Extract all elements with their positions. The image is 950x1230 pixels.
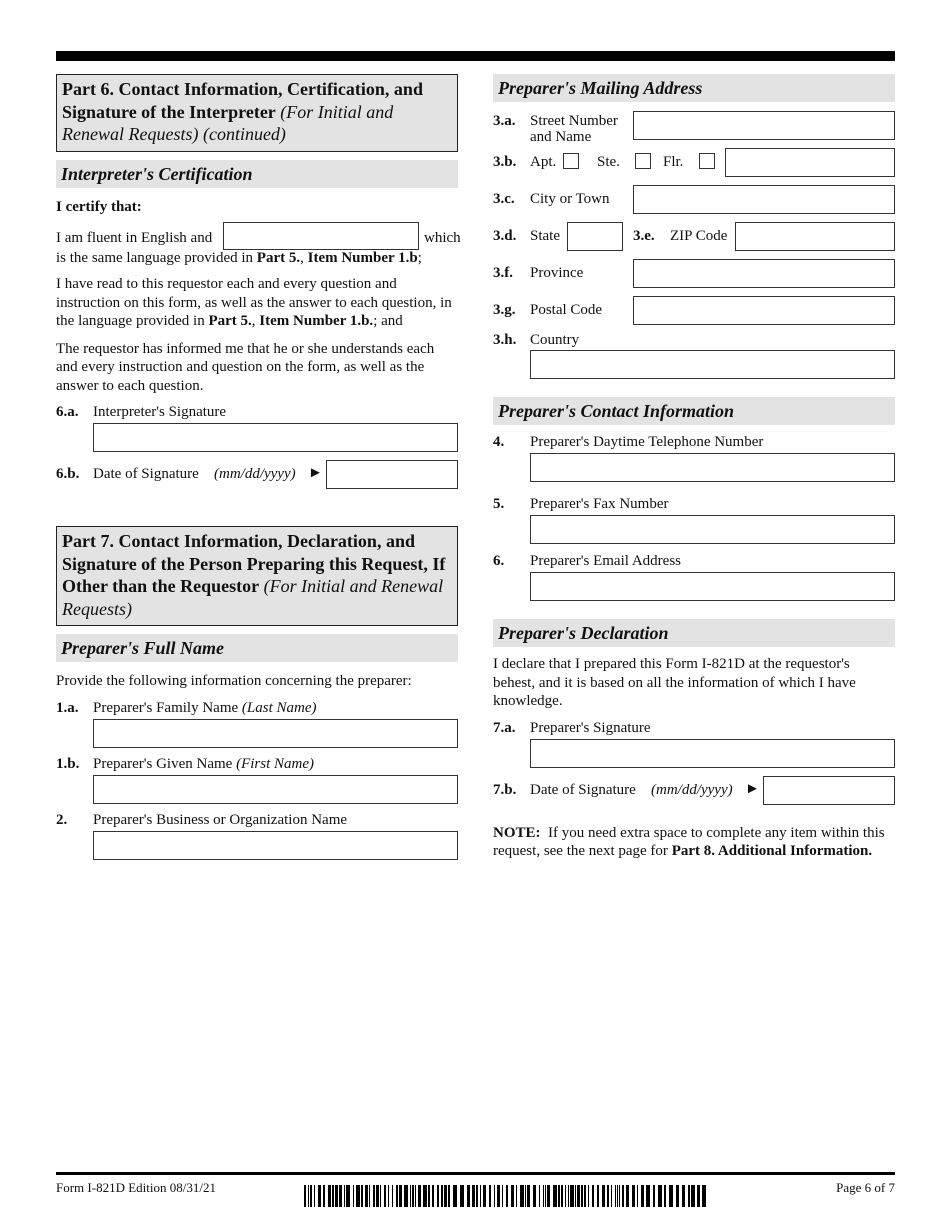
part7-title: Part 7. Contact Information, Declaration, and Signature of the Person Preparing this Request, If Other than the Requestor xyxy=(62,531,446,596)
field-7b-row xyxy=(493,776,895,806)
preparer-intro: Provide the following information concerning the preparer: xyxy=(56,673,412,689)
field-5-row xyxy=(493,496,895,513)
fluent-text-c: is the same language provided in Part 5., Item Number 1.b; xyxy=(56,250,422,266)
item-1b-hint: (First Name) xyxy=(236,755,314,772)
note-part8-ref: Part 8. Additional Information. xyxy=(671,843,873,859)
item-4-number: 4. xyxy=(493,434,505,450)
declaration-text: I declare that I prepared this Form I-821D at the requestor's behest, and it is based on all the information of which I have knowledge. xyxy=(493,656,856,709)
country-field[interactable] xyxy=(530,350,895,379)
para2-item-ref: Item Number 1.b. xyxy=(259,313,374,329)
part6-header xyxy=(56,74,458,152)
item-3f-number: 3.f. xyxy=(493,265,513,281)
section-contact-information: Preparer's Contact Information xyxy=(493,397,895,425)
field-6-row xyxy=(493,553,895,570)
field-3a-row xyxy=(493,111,895,145)
footer xyxy=(56,1172,895,1195)
item-3d-label: State xyxy=(530,228,560,244)
fluent-end: ; xyxy=(417,250,422,266)
fluent-text-b: which xyxy=(424,230,461,246)
item-6a-number: 6.a. xyxy=(56,404,79,420)
item-3c-number: 3.c. xyxy=(493,191,515,207)
item-6b-format: (mm/dd/yyyy) xyxy=(214,466,296,482)
note xyxy=(493,824,895,861)
fluent-part-ref: Part 5. xyxy=(256,250,301,266)
item-3e-number: 3.e. xyxy=(633,228,655,244)
field-3f-row xyxy=(493,259,895,289)
section-preparer-full-name: Preparer's Full Name xyxy=(56,634,458,662)
read-statement: I have read to this requestor each and every question and instruction on this form, as well as the answer to each question, in the language provided in Part 5., Item Number 1.b.; and xyxy=(56,276,452,329)
ste-checkbox[interactable] xyxy=(635,153,651,169)
zip-field[interactable] xyxy=(735,222,895,251)
item-7a-label: Preparer's Signature xyxy=(530,719,651,736)
para2-text: I have read to this requestor each and every question and instruction on this form, as well as the answer to each question, in the language provided in xyxy=(56,276,452,329)
note-label: NOTE: xyxy=(493,824,541,841)
note-text: If you need extra space to complete any item within this request, see the next page for xyxy=(493,824,885,859)
para2-part-ref: Part 5. xyxy=(208,313,252,329)
item-3a-number: 3.a. xyxy=(493,113,516,129)
family-name-field[interactable] xyxy=(93,719,458,748)
part6-subtitle: (For Initial and Renewal Requests) (continued) xyxy=(62,101,394,144)
field-2-row xyxy=(56,812,458,829)
part7-header xyxy=(56,526,458,626)
para2-end: ; and xyxy=(373,313,403,329)
section-interpreter-certification: Interpreter's Certification xyxy=(56,160,458,188)
apt-label: Apt. xyxy=(530,154,557,170)
apt-number-field[interactable] xyxy=(725,148,895,177)
section-preparer-declaration: Preparer's Declaration xyxy=(493,619,895,647)
item-7a-number: 7.a. xyxy=(493,719,516,736)
arrow-icon: ► xyxy=(308,465,323,481)
preparer-signature-field[interactable] xyxy=(530,739,895,768)
certify-heading: I certify that: xyxy=(56,198,142,215)
field-3b-row xyxy=(493,148,895,178)
ste-label: Ste. xyxy=(597,154,620,170)
field-3h-row xyxy=(493,332,895,349)
item-3e-label: ZIP Code xyxy=(670,228,728,244)
field-3c-row xyxy=(493,185,895,215)
item-1a-hint: (Last Name) xyxy=(241,699,317,716)
item-6-number: 6. xyxy=(493,553,505,569)
field-3g-row xyxy=(493,296,895,326)
item-3c-label: City or Town xyxy=(530,191,610,207)
street-field[interactable] xyxy=(633,111,895,140)
fluent-text-a: I am fluent in English and xyxy=(56,230,213,246)
language-field[interactable] xyxy=(223,222,419,250)
province-field[interactable] xyxy=(633,259,895,288)
item-2-number: 2. xyxy=(56,811,68,828)
apt-checkbox[interactable] xyxy=(563,153,579,169)
item-1b-label: Preparer's Given Name xyxy=(93,755,233,772)
section-mailing-address: Preparer's Mailing Address xyxy=(493,74,895,102)
item-1a-number: 1.a. xyxy=(56,699,79,716)
daytime-phone-field[interactable] xyxy=(530,453,895,482)
given-name-field[interactable] xyxy=(93,775,458,804)
item-3g-number: 3.g. xyxy=(493,302,516,318)
item-3f-label: Province xyxy=(530,265,584,281)
field-1a-row xyxy=(56,700,458,717)
item-6a-label: Interpreter's Signature xyxy=(93,404,227,420)
item-3h-label: Country xyxy=(530,332,580,348)
field-6b-row xyxy=(56,460,458,490)
item-3d-number: 3.d. xyxy=(493,228,517,244)
part7-subtitle: (For Initial and Renewal Requests) xyxy=(62,576,444,619)
item-3b-number: 3.b. xyxy=(493,154,517,170)
item-3g-label: Postal Code xyxy=(530,302,603,318)
form-edition: Form I-821D Edition 08/31/21 xyxy=(56,1180,216,1195)
right-column xyxy=(493,74,895,861)
state-field[interactable] xyxy=(567,222,623,251)
fluent-c: is the same language provided in xyxy=(56,250,254,266)
fluent-item-ref: Item Number 1.b xyxy=(307,250,418,266)
understand-statement: The requestor has informed me that he or she understands each and every instruction and question on the form, as well as the answer to each question. xyxy=(56,340,435,394)
flr-checkbox[interactable] xyxy=(699,153,715,169)
city-field[interactable] xyxy=(633,185,895,214)
field-1b-row xyxy=(56,756,458,773)
item-7b-label: Date of Signature xyxy=(530,781,636,798)
item-2-label: Preparer's Business or Organization Name xyxy=(93,811,348,828)
business-name-field[interactable] xyxy=(93,831,458,860)
item-7b-number: 7.b. xyxy=(493,781,517,798)
field-6a-row xyxy=(56,404,458,421)
footer-rule xyxy=(56,1172,895,1175)
interpreter-date-field[interactable] xyxy=(326,460,458,489)
item-6-label: Preparer's Email Address xyxy=(530,553,681,569)
fluent-statement xyxy=(56,222,461,266)
item-1b-number: 1.b. xyxy=(56,755,80,772)
item-6b-label: Date of Signature xyxy=(93,466,199,482)
preparer-date-field[interactable] xyxy=(763,776,895,805)
top-rule xyxy=(56,51,895,61)
item-3a-label: Street Number and Name xyxy=(530,113,618,145)
interpreter-signature-field[interactable] xyxy=(93,423,458,452)
item-3h-number: 3.h. xyxy=(493,332,517,348)
fax-field[interactable] xyxy=(530,515,895,544)
item-7b-format: (mm/dd/yyyy) xyxy=(651,781,733,798)
left-column xyxy=(56,74,461,860)
page-number: Page 6 of 7 xyxy=(836,1180,895,1195)
field-4-row xyxy=(493,434,895,451)
arrow-icon: ► xyxy=(745,780,760,797)
part6-title: Part 6. Contact Information, Certification, and Signature of the Interpreter xyxy=(62,79,423,122)
item-6b-number: 6.b. xyxy=(56,466,80,482)
email-field[interactable] xyxy=(530,572,895,601)
barcode xyxy=(304,1185,712,1207)
item-5-number: 5. xyxy=(493,496,505,512)
item-5-label: Preparer's Fax Number xyxy=(530,496,669,512)
item-1a-label: Preparer's Family Name xyxy=(93,699,239,716)
flr-label: Flr. xyxy=(663,154,684,170)
item-4-label: Preparer's Daytime Telephone Number xyxy=(530,434,764,450)
postal-code-field[interactable] xyxy=(633,296,895,325)
field-3d-row xyxy=(493,222,895,252)
field-7a-row xyxy=(493,720,895,737)
